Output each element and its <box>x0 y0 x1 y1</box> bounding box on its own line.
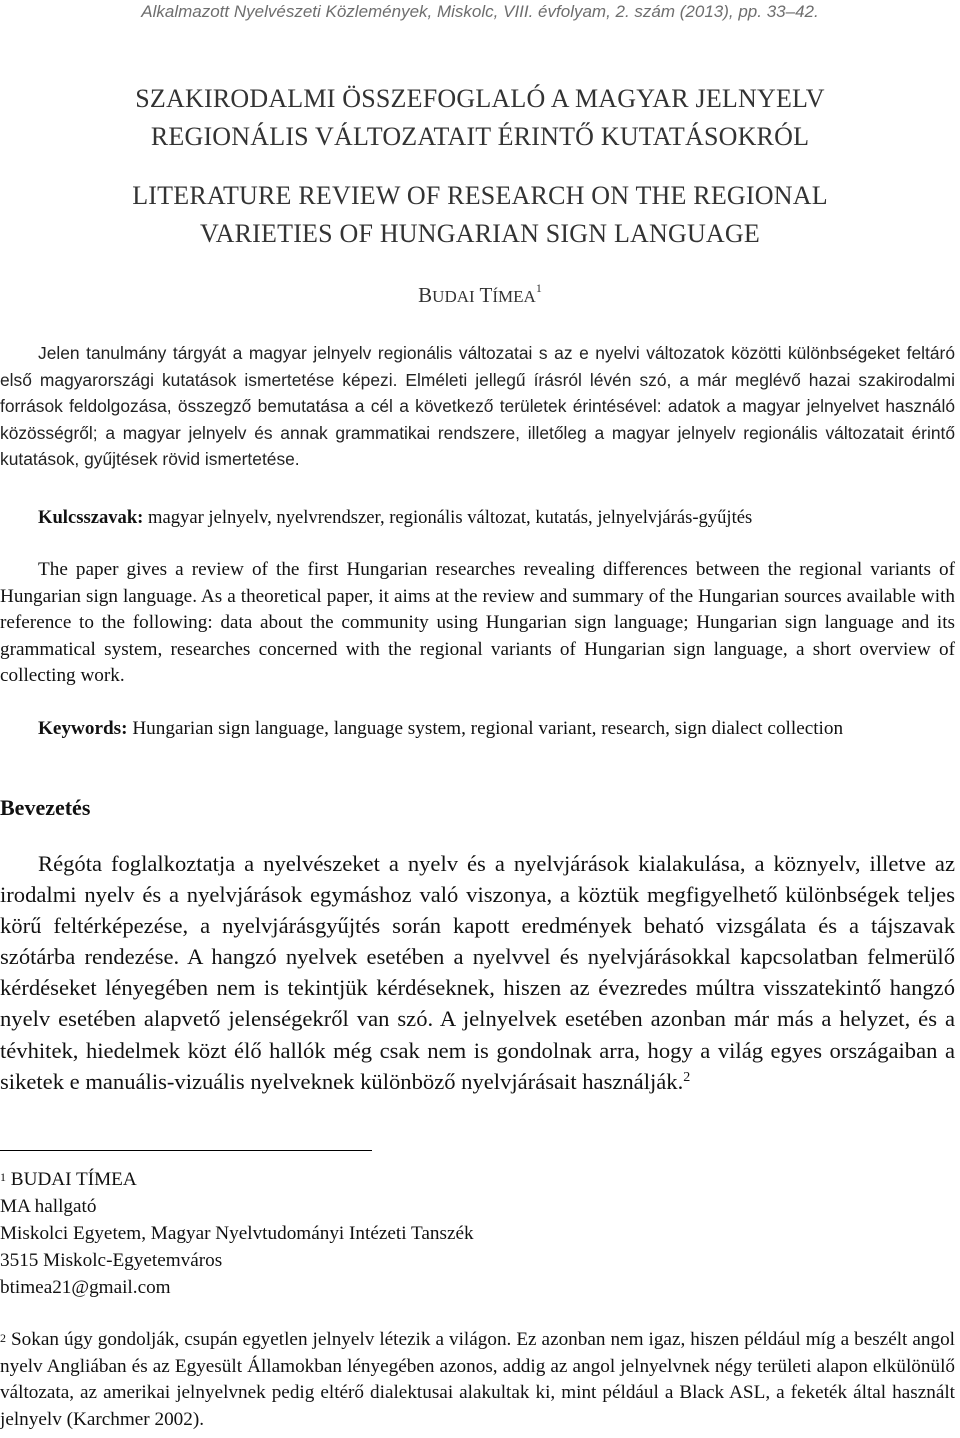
keywords-label: Kulcsszavak: <box>38 507 144 528</box>
keywords-label: Keywords: <box>38 718 128 739</box>
keywords-english <box>0 716 955 743</box>
footnote-ref: 1 <box>535 281 542 295</box>
section-heading: Bevezetés <box>0 795 91 820</box>
keywords-text: magyar jelnyelv, nyelvrendszer, regionális változat, kutatás, jelnyelvjárás-gyűjtés <box>143 507 753 528</box>
english-title-line: VARIETIES OF HUNGARIAN SIGN LANGUAGE <box>200 219 760 248</box>
footnote-line-text: BUDAI TÍMEA <box>10 1169 137 1190</box>
footnote-text: Sokan úgy gondolják, csupán egyetlen jelnyelv létezik a világon. Ez azonban nem igaz, hiszen például míg a beszélt angol nyelv Angliában és az Egyesült Államokban lényegében azonos, addig az angol jelnyelvnek négy területi alapon elkülönülő változata, az amerikai jelnyelvnek pedig eltérő dialektusai alakultak ki, mint például a Black ASL, a feketék által használt jelnyelv (Karchmer 2002). <box>0 1329 955 1430</box>
hungarian-title-line: REGIONÁLIS VÁLTOZATAIT ÉRINTŐ KUTATÁSOKRÓL <box>150 122 810 151</box>
footnote-2 <box>0 1327 955 1433</box>
footnote-line: MA hallgató <box>0 1196 97 1217</box>
footnote-1 <box>0 1166 955 1301</box>
footnote-email: btimea21@gmail.com <box>0 1277 171 1298</box>
abstract-english: The paper gives a review of the first Hungarian researches revealing differences between the regional variants of Hungarian sign language. As a theoretical paper, it aims at the review and summary of the Hungarian sources available with reference to the following: data about the community using Hungarian sign language; Hungarian sign language and its grammatical system, researches concerned with the regional variants of Hungarian sign language, a short overview of collecting work. <box>0 559 955 686</box>
keywords-hungarian <box>0 505 955 531</box>
footnote-marker: 1 <box>0 1170 6 1184</box>
body-paragraph <box>0 848 955 1097</box>
footnote-ref: 2 <box>683 1069 691 1085</box>
author-initial: T <box>479 283 493 307</box>
footnote-line: Miskolci Egyetem, Magyar Nyelvtudományi Intézeti Tanszék <box>0 1223 474 1244</box>
footnote-marker: 2 <box>0 1331 6 1345</box>
abstract-hungarian-part: Elméleti jellegű írásról lévén szó, a már meglévő hazai szakirodalmi források feldolgozása, összegző bemutatása a cél a következő területek érintésével: adatok a magyar jelnyelvet használó közösségről; a magyar jelnyelv és annak grammatikai rendszere, illetőleg a magyar jelnyelv regionális változatait érintő kutatások, gyűjtések rövid ismertetése. <box>0 369 955 469</box>
running-head: Alkalmazott Nyelvészeti Közlemények, Miskolc, VIII. évfolyam, 2. szám (2013), pp. 33–42. <box>141 2 819 21</box>
english-title-line: LITERATURE REVIEW OF RESEARCH ON THE REGIONAL <box>132 181 828 210</box>
english-title <box>40 177 920 253</box>
hungarian-title <box>40 80 920 156</box>
footnote-line: 3515 Miskolc-Egyetemváros <box>0 1250 223 1271</box>
body-paragraph-text: Régóta foglalkoztatja a nyelvészeket a nyelv és a nyelvjárások kialakulása, a köznyelv, illetve az irodalmi nyelv és a nyelvjárások egymáshoz való viszonya, a köztük megfigyelhető különbségek teljes körű feltérképezése, a nyelvjárásgyűjtés során kapott eredmények beható vizsgálata és a tájszavak szótárba rendezése. A hangzó nyelvek esetében a nyelvvel és nyelvjárásokkal kapcsolatban felmerülő kérdéseket lényegében nem is tekintjük kérdéseknek, hiszen az évezredes múltra visszatekintő hangzó nyelv esetében alapvető jelenségekről van szó. A jelnyelvek esetében azonban már más a helyzet, és a tévhitek, hiedelmek közt élő hallók még csak nem is gondolnak arra, hogy a világ egyes országaiban a siketek e manuális-vizuális nyelveknek különböző nyelvjárásait használják. <box>0 851 955 1094</box>
abstract-hungarian <box>0 340 955 473</box>
footnote-separator <box>0 1150 372 1151</box>
author-initial: B <box>418 283 433 307</box>
hungarian-title-line: SZAKIRODALMI ÖSSZEFOGLALÓ A MAGYAR JELNYELV <box>135 84 825 113</box>
author-given-rest: ÍMEA <box>492 287 536 306</box>
footnote-line <box>0 1166 955 1193</box>
keywords-text: Hungarian sign language, language system, regional variant, research, sign dialect collection <box>127 718 844 739</box>
author-surname-rest: UDAI <box>432 287 475 306</box>
author-name <box>0 283 960 308</box>
abstract-hungarian-part: Jelen tanulmány tárgyát a magyar jelnyelv regionális változatai s az e nyelvi változatok közötti különbségeket feltáró első magyarországi kutatások ismertetése képezi. <box>0 343 955 390</box>
